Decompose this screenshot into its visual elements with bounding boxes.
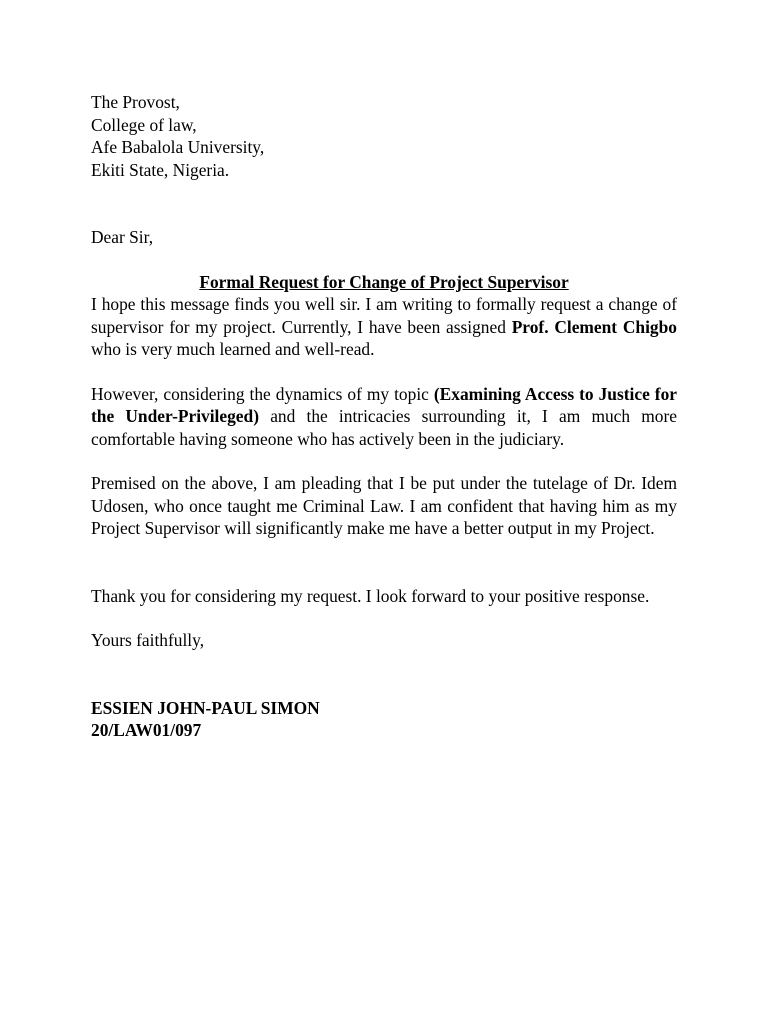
paragraph-text: who is very much learned and well-read. (91, 339, 375, 359)
letter-document (91, 91, 677, 742)
paragraph-text: I hope this message finds you well sir. I am writing to formally request a change of supervisor for my project. Currently, I have been assigned (91, 294, 677, 337)
supervisor-name: Prof. Clement Chigbo (511, 316, 677, 337)
body-paragraph-2 (91, 383, 677, 451)
recipient-address (91, 91, 677, 181)
paragraph-text: and the intricacies surrounding it, I am much more comfortable having someone who has actively been in the judiciary. (91, 406, 677, 449)
body-paragraph-1 (91, 293, 677, 361)
closing: Yours faithfully, (91, 630, 205, 650)
project-topic: (Examining Access to Justice for the Under-Privileged) (91, 383, 677, 426)
address-line: Afe Babalola University, (91, 137, 265, 157)
paragraph-text: However, considering the dynamics of my topic (91, 383, 434, 404)
address-line: The Provost, (91, 92, 180, 112)
matric-number: 20/LAW01/097 (91, 720, 202, 740)
address-line: Ekiti State, Nigeria. (91, 159, 230, 180)
signatory-name: ESSIEN JOHN-PAUL SIMON (91, 697, 320, 718)
salutation: Dear Sir, (91, 227, 154, 247)
address-line: College of law, (91, 114, 197, 135)
signature-block (91, 697, 677, 742)
body-paragraph-4: Thank you for considering my request. I look forward to your positive response. (91, 585, 650, 606)
subject-heading: Formal Request for Change of Project Supervisor (199, 271, 569, 292)
body-paragraph-3: Premised on the above, I am pleading that I be put under the tutelage of Dr. Idem Udosen, who once taught me Criminal Law. I am confident that having him as my Project Supervisor will significantly make me have a better output in my Project. (91, 473, 677, 538)
